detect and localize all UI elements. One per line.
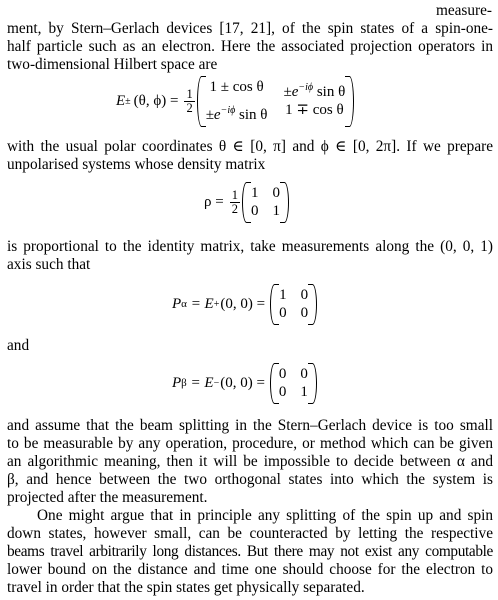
eq1-lhs: E (116, 92, 126, 109)
text-line: with the usual polar coordinates θ ∈ [0, π] and ϕ ∈ [0, 2π]. If we prepare (7, 138, 493, 155)
text-line: and (7, 337, 30, 354)
text-line: measure- (435, 2, 492, 19)
text-line: unpolarised systems whose density matrix (7, 156, 266, 173)
eq1-args: (θ, ϕ) = (133, 92, 179, 109)
text-line: axis such that (7, 256, 91, 273)
equation-density-matrix (204, 181, 289, 223)
text-line: lower bound on the distance and time one should choose for the electron to (7, 561, 493, 578)
text-line: β, and hence between the two orthogonal states into which the system is (7, 471, 493, 488)
text-line: to be measurable by any operation, procedure, or method which can be given (7, 435, 493, 452)
eq1-fraction: $\frac{1}{2}$ (186, 86, 193, 115)
eq4-lhs: P (172, 374, 182, 391)
text-line: down states, however small, can be counteracted by letting the respective (7, 525, 493, 542)
eq3-matrix: 1 0 0 0 (270, 284, 317, 325)
text-line: is proportional to the identity matrix, take measurements along the (0, 0, 1) (7, 238, 493, 255)
eq2-lhs: ρ = (204, 193, 224, 210)
text-line: projected after the measurement. (7, 489, 208, 506)
text-line: and assume that the beam splitting in the Stern–Gerlach device is too small (7, 417, 493, 434)
equation-p-beta: P β = E − (0, 0) = 0 0 0 1 (172, 362, 317, 404)
text-line: two-dimensional Hilbert space are (7, 56, 218, 73)
text-line: One might argue that in principle any splitting of the spin up and spin (37, 507, 493, 524)
text-line: half particle such as an electron. Here the associated projection operators in (7, 38, 493, 55)
equation-p-alpha: P α = E + (0, 0) = 1 0 0 0 (172, 283, 317, 325)
eq2-matrix: 1 0 0 1 (242, 182, 289, 223)
eq3-lhs: P (172, 295, 182, 312)
equation-projection-operators (116, 80, 354, 122)
text-line: travel in order that the spin states get physically separated. (7, 579, 365, 596)
text-line: ment, by Stern–Gerlach devices [17, 21], of the spin states of a spin-one- (7, 20, 493, 37)
text-line: an algorithmic meaning, then it will be impossible to decide between α and (7, 453, 493, 470)
text-line: beams travel arbitrarily long distances. But there may not exist any computable (7, 543, 493, 560)
eq1-lhs-sup: ± (125, 95, 131, 107)
eq1-matrix: 1 ± cos θ $\pm e^{-i\phi}$ sin θ $\pm e^{-i\phi}$ sin θ 1 ∓ cos θ (197, 76, 355, 127)
eq4-matrix: 0 0 0 1 (270, 363, 317, 404)
eq2-fraction: $\frac{1}{2}$ (231, 187, 238, 216)
